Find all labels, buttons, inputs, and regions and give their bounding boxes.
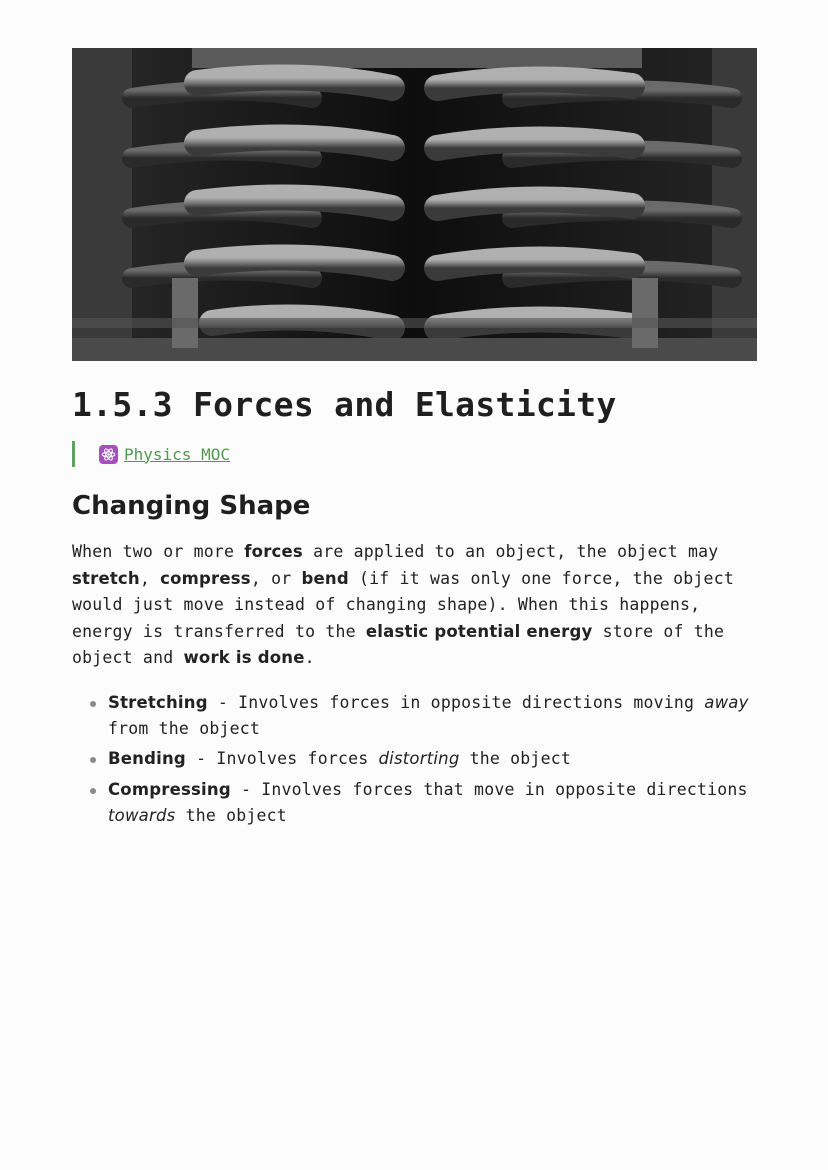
shape-change-list xyxy=(72,690,757,829)
para-text-3: , xyxy=(139,568,161,588)
list-item-term: Compressing xyxy=(108,779,231,799)
para-text-4: , or xyxy=(250,568,302,588)
list-item-text: - Involves forces in opposite directions moving xyxy=(207,692,705,712)
para-bold-bend: bend xyxy=(301,568,349,588)
para-text-1: When two or more xyxy=(72,542,245,561)
list-item-text-end: the object xyxy=(175,805,287,825)
body-paragraph xyxy=(72,539,757,672)
list-item xyxy=(108,746,757,772)
para-text-2: are applied to an object, the object may xyxy=(302,542,719,561)
springs-illustration xyxy=(72,48,757,361)
para-bold-work: work is done xyxy=(183,648,305,668)
list-item-text-end: from the object xyxy=(108,719,261,739)
list-item-emphasis: towards xyxy=(108,805,176,825)
list-item-text: - Involves forces xyxy=(185,749,379,769)
section-heading: Changing Shape xyxy=(72,491,311,521)
atom-glyph xyxy=(101,447,116,462)
list-item-emphasis: distorting xyxy=(378,749,460,769)
page-title: 1.5.3 Forces and Elasticity xyxy=(72,385,617,424)
note-page xyxy=(72,48,757,833)
list-item-term: Stretching xyxy=(108,692,208,712)
atom-icon xyxy=(99,445,118,464)
para-bold-stretch: stretch xyxy=(72,568,140,588)
para-text-7: . xyxy=(304,648,315,668)
para-text-5: (if it was only one force, the object would just move instead of changing shape). When this happens, energy is transferred to the xyxy=(72,568,734,641)
list-item-text-end: the object xyxy=(459,749,571,769)
physics-moc-link[interactable] xyxy=(99,445,230,464)
para-bold-epe: elastic potential energy xyxy=(365,621,593,641)
list-item-term: Bending xyxy=(108,749,186,769)
para-bold-compress: compress xyxy=(160,568,251,588)
para-text-6: store of the object and xyxy=(72,621,725,668)
springs-photo xyxy=(72,48,757,361)
list-item-text: - Involves forces that move in opposite directions xyxy=(230,779,748,799)
list-item xyxy=(108,690,757,742)
list-item xyxy=(108,777,757,829)
moc-callout xyxy=(72,441,757,467)
list-item-emphasis: away xyxy=(704,692,749,712)
para-bold-forces: forces xyxy=(244,542,303,561)
physics-moc-label[interactable]: Physics MOC xyxy=(124,444,230,464)
